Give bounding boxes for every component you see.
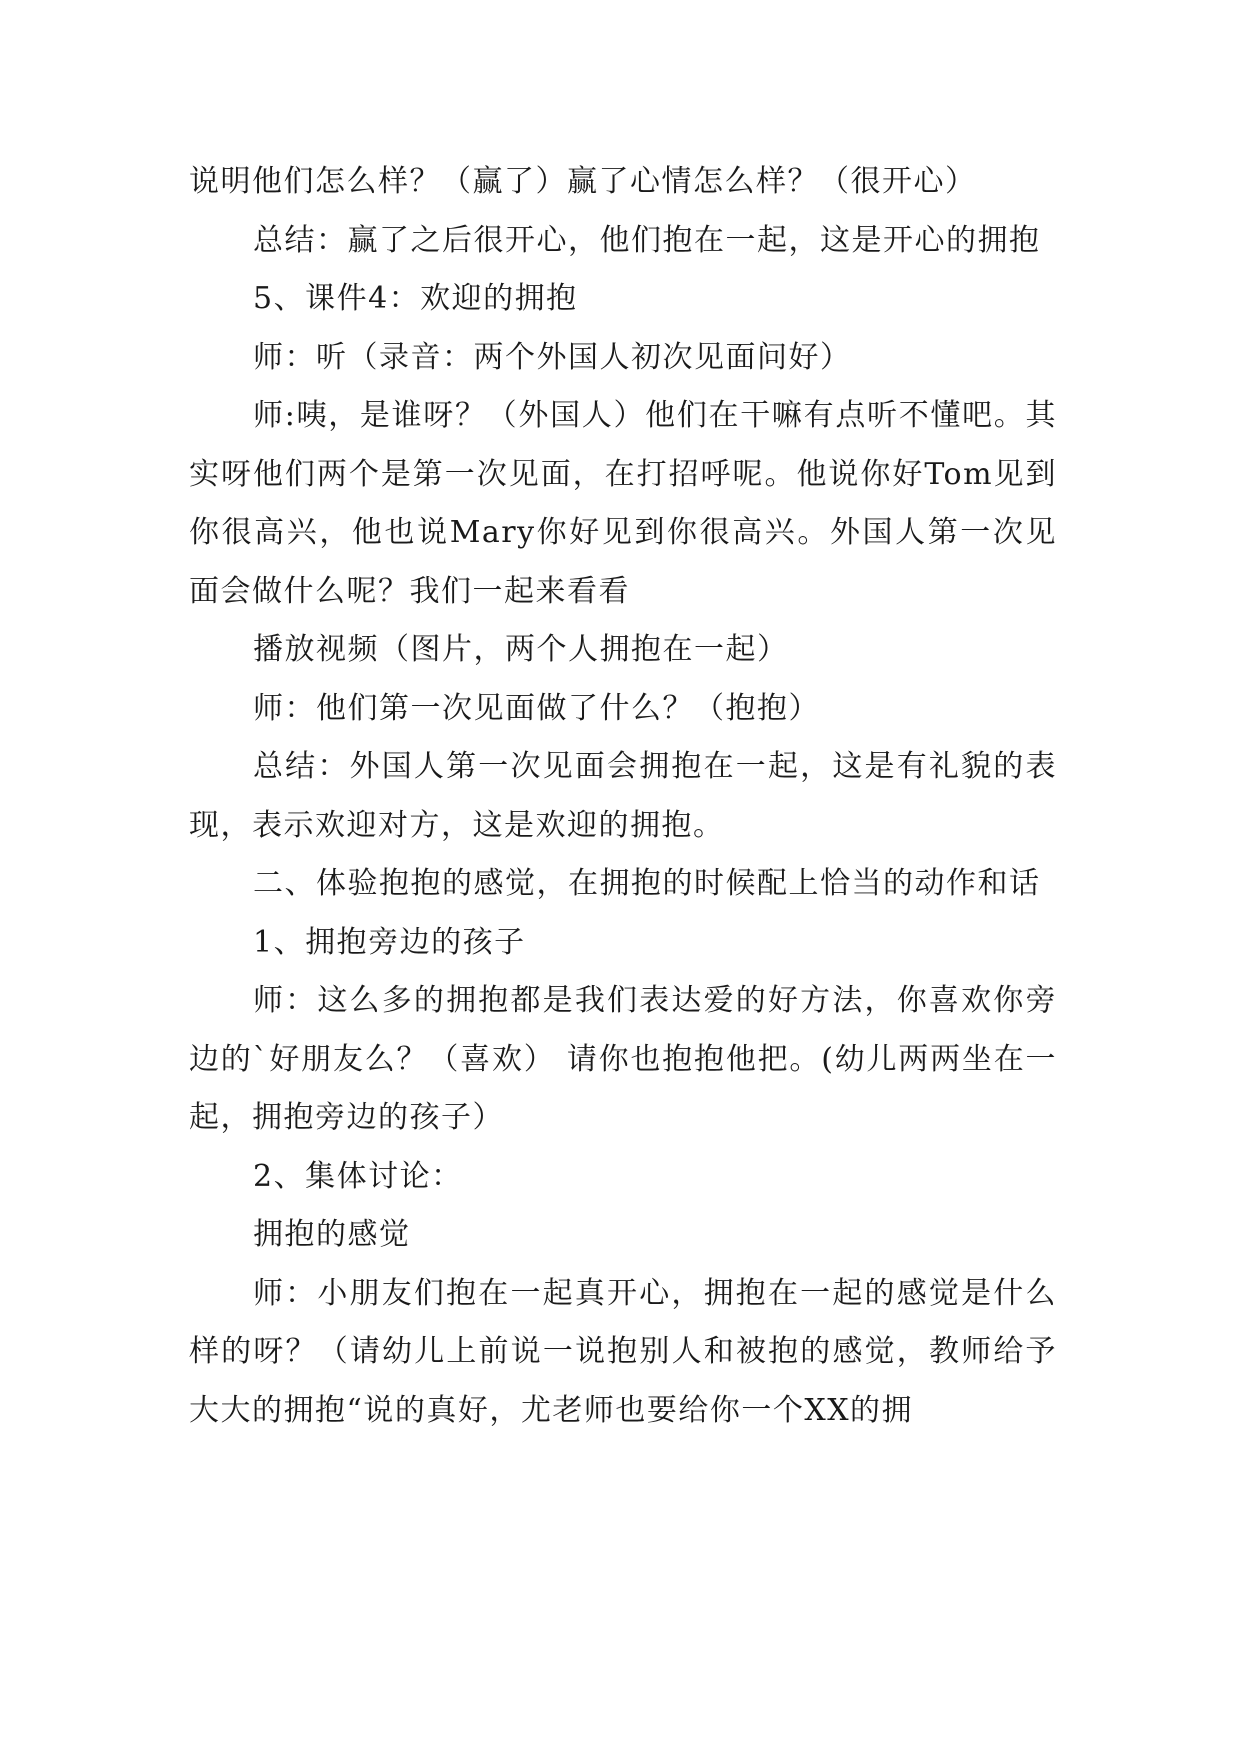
paragraph: 师:咦，是谁呀？（外国人）他们在干嘛有点听不懂吧。其实呀他们两个是第一次见面，在打招呼呢。他说你好Tom见到你很高兴，他也说Mary你好见到你很高兴。外国人第一次见面会做什么呢？我们一起来看看 bbox=[189, 398, 1057, 609]
paragraph: 播放视频（图片，两个人拥抱在一起） bbox=[253, 632, 789, 667]
paragraph: 说明他们怎么样？（赢了）赢了心情怎么样？（很开心） bbox=[189, 164, 977, 199]
paragraph: 5、课件4：欢迎的拥抱 bbox=[253, 281, 578, 316]
paragraph: 2、集体讨论： bbox=[253, 1158, 463, 1194]
paragraph: 师：小朋友们抱在一起真开心，拥抱在一起的感觉是什么样的呀？（请幼儿上前说一说抱别人和被抱的感觉，教师给予大大的拥抱“说的真好，尤老师也要给你一个XX的拥 bbox=[189, 1275, 1057, 1428]
paragraph: 总结：赢了之后很开心，他们抱在一起，这是开心的拥抱 bbox=[253, 222, 1041, 258]
paragraph: 总结：外国人第一次见面会拥抱在一起，这是有礼貌的表现，表示欢迎对方，这是欢迎的拥抱。 bbox=[189, 749, 1057, 843]
paragraph: 师：听（录音：两个外国人初次见面问好） bbox=[253, 339, 852, 375]
paragraph: 师：他们第一次见面做了什么？（抱抱） bbox=[253, 690, 820, 726]
paragraph: 师：这么多的拥抱都是我们表达爱的好方法，你喜欢你旁边的`好朋友么？（喜欢） 请你也抱抱他把。(幼儿两两坐在一起，拥抱旁边的孩子） bbox=[189, 983, 1057, 1135]
paragraph: 拥抱的感觉 bbox=[253, 1217, 411, 1252]
document-body bbox=[189, 153, 1057, 1440]
section-heading: 二、体验抱抱的感觉，在拥抱的时候配上恰当的动作和话 bbox=[253, 866, 1041, 901]
paragraph: 1、拥抱旁边的孩子 bbox=[253, 924, 526, 960]
